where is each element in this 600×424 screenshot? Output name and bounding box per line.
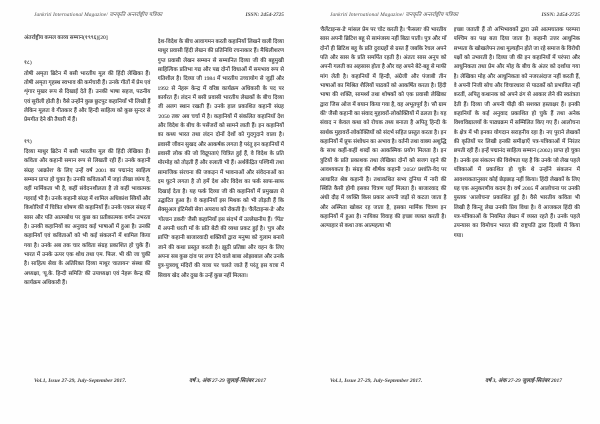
page-right — [316, 0, 582, 424]
body-paragraph: देश-विदेश के बीच आवागमन करती कहानियाँ लिखने वाली दिव्या माथुर प्रवासी हिंदी लेखन की प्रतिनिधि रचनाकार हैं। मैथिलीशरण गुप्त प्रवासी लेखन सम्मान से सम्मानित दिव्या जी की बहुमुखी साहित्यिक प्रतिभा गद्य और पद्य दोनों विधाओं में समभाव रूप से गतिशील है। दिव्या जी 1984 में भारतीय उच्चायोग से जुड़ीं और 1992 से नेहरू केन्द्र में वरिष्ठ कार्यक्रम अधिकारी के पद पर कार्यरत हैं। लंदन में बसी प्रवासी भारतीय लेखकों के बीच दिव्या जी अलग स्थान रखती हैं। उनके हाल प्रकाशित कहानी संग्रह '2050 तक' अब चर्चा में है। कहानियों में संकलित कहानियाँ देश और विदेश के बीच के पसेंजरों को सामने लाती हैं। इन कहानियों का कथ्य भारत तथा लंदन दोनों देशों को गुदगुदाने वाला है। प्रवासी जीवन सुखद और आकर्षक लगता है परंतु इन कहानियों में प्रवासी लोक की जो विद्रूपताएं चित्रित हुई हैं, वे विदेश के प्रति मोरमोह को तोड़ती हैं और रुलाती भी हैं। अर्थकेंद्रित पश्चिमी तथा सामाजिक संरचना की जकड़न में भावनाओं और संवेदनाओं का दम घुटने लगता है तो हमें देश और विदेश का फर्क साफ-साफ दिखाई देता है। यह फर्क दिव्या जी की कहानियों में प्रमुखता से उद्घाटित हुआ है। वे कहानियाँ इस मिथक को भी तोड़ती हैं कि सेक्सुअल इंटिमेसी सेवा अपराध को रोकती है। 'वैलेंटाइन्स-डे' और 'गोल्डन डकरी' जैसी कहानियाँ इस संदर्भ में उल्लेखनीय हैं। 'पिंड' में अपनी धरती माँ के प्रति बेटी की व्यथा प्रकट हुई है। 'पुत्र और प्राप्ति' कहानी बाजारवादी शक्तियों द्वारा मनुष्य को गुलाम बनाये जाने की कथा प्रस्तुत करती है। झूठी प्रतिष्ठा और वहन के लिए अपना सब कुछ दांव पर लगा देने वाले बाबा ओझाबाल और उनके पुत्र-पुत्रवधू मंदिरों की यात्रा पर चलते जाते हैं परंतु इस यात्रा में सिवाय खेद और दुख के उन्हें कुछ नहीं मिलता। — [157, 39, 284, 279]
column-left — [24, 30, 151, 378]
body-paragraph: 'वैलेंटाइन्स-डे' मांसल प्रेम पर चोट करती है। 'फैसला' की भारतीय सास अपनी ब्रिटिश बहू से सामंजस्य नहीं बिठा पाती। पुत्र और माँ दोनों ही ब्रिटिश बहू के प्रति दुराग्रहों से ग्रस्त हैं जबकि रेचल अपने पति और सास के प्रति समर्पित रहती है। अंततः सास अनूप को अपनी गलती का अहसास होता है और वह अपने बेटे-बहू से माफी मांग लेती है। कहानियों में हिन्दी, अंग्रेजी और पंजाबी तीन भाषाओं का मिश्रित शैलियों पाठकों को आकर्षित करता है। हिंदी भाषा की शक्ति, सामर्थ्य तथा शोषकों को एक प्रवासी लेखिका द्वारा जिस ओज में बयान किया गया है, वह अभूतपूर्व है। 'सौ ग्राम की' जैसी कहानी का संवाद मुहावरों-लोकोक्तियों में ढलता है। यह संवाद न केवल कथा को रोचक तथ्य बनाता है अपितु हिन्दी के सार्थक मुहावरों-लोकोक्तियों को संदर्भ सहित प्रस्तुत करता है। इन कहानियों में प्रूफ संशोधन का अभाव है। वर्तनी तथा वाक्य अशुद्धि के साथ कहीं-कहीं शब्दों का आकस्मिक प्रयोग मिलता है। इन त्रुटियों के प्रति प्रकाशक तथा लेखिका दोनों को सजग रहने की आवश्यकता है। संग्रह की शीर्षक कहानी '2050' प्रशांति-वेद पर आधारित श्रेष्ठ कहानी है। तथाकथित सभ्य दुनिया में नारी की स्थिति कैसी होगी इसका चित्रण यहाँ मिलता है। बाजारवाद की अंधी दौड़ में व्यक्ति किस प्रकार अपनी जड़ों से कटता जाता है और अस्मिता खोकर रह जाता है, इसका मार्मिक चित्रण इन कहानियों में हुआ है। नायिका विवाह की इच्छा व्यक्त करती है। अल्पाहार से कथा तक आत्महत्या भी — [320, 27, 447, 230]
footer-volume-en: Vol.1, Issue 27-29, July-September 2017. — [330, 378, 423, 384]
text-columns — [24, 30, 284, 378]
reference-line: अंतर्राष्ट्रीय कमल काव्य सम्मान(१९९६)[20] — [24, 35, 108, 41]
column-right — [454, 24, 581, 378]
page-header — [34, 10, 284, 18]
page-header — [330, 10, 580, 18]
page-footer — [34, 376, 280, 384]
column-left — [320, 24, 447, 378]
issn-label: ISSN: 2454-2725 — [245, 12, 284, 18]
list-item-number: १९) — [24, 138, 32, 145]
footer-volume-hi: वर्ष 3, अंक 27-29 जुलाई-सितंबर 2017 — [485, 378, 562, 384]
page-footer — [330, 376, 576, 384]
journal-title: Jankriti International Magazine/ जनकृति अन्तर्राष्ट्रीय पत्रिका — [34, 12, 163, 18]
footer-volume-en: Vol.1, Issue 27-29, July-September 2017. — [34, 378, 127, 384]
body-paragraph: दिव्या माथुर ब्रिटेन में बसी भारतीय मूल की हिंदी लेखिका हैं। कविता और कहानी समान रूप से लिखती रही हैं। उनके कहानी संग्रह 'आक्रोश' के लिए उन्हें वर्ष 2001 का पद्मानंद साहित्य सम्मान प्राप्त हो चुका है। उनकी कविताओं में जहां तीखा व्यंग्य है, वहीं मार्मिकता भी है, कहीं संवेदनशीलता है तो कहीं भावात्मक गहराई भी है। उनके कहानी संग्रह में शामिल अधिकांश स्त्रियों और किशोरियों में चित्रित शोषण की कहानियाँ हैं। उनके एकल संग्रह में सास और पति आत्मबोध पर कुछ का प्रतीकात्मक वर्णन उभरता है। उनकी कहानियों का अनुवाद कई भाषाओं में हुआ है। उनकी कहानियाँ एवं कविताओं को भी कई संकलनों में शामिल किया गया है। उनके अब तक चार कविता संग्रह प्रकाशित हो चुके हैं। भारत में उनके ऊपर एक शोध तथा एम. फिल. भी की जा चुकी है। साहित्य सेवा के अतिरिक्त दिव्या माथुर 'वातायन' संस्था की अध्यक्षा, 'यू.के. हिन्दी समिति' की उपाध्यक्षा एवं नेहरू केन्द्र की कार्यक्रम अधिकारी हैं। — [24, 149, 151, 286]
body-paragraph: इच्छा जताती हैं तो अभिभावकों द्वारा उसे आत्मघातक परम्परा पश्चिम का पक्ष बता दिया जाता है। कहानी उत्तर आधुनिक सभ्यता के खोखलेपन तथा मूल्यहीन होते जा रहे समाज के विरोधी पक्षों को उभारती है। दिव्या जी की इन कहानियों में परंपरा और आधुनिकता तथा प्रेम और मोह के बीच के अंतर को दर्शाया गया है। लेखिका मोह और आधुनिकता को नजरअंदाज नहीं करती हैं, वे अपनी निजी सोच और विचारधारा से पाठकों को प्रभावित नहीं करतीं, अपितु कथानक को अपने ढंग से आकार लेने की स्वतंत्रता देती हैं। दिव्या जी अपनी पीढ़ी की सशक्त हस्ताक्षर हैं। इनकी कहानियों के कई अनुवाद प्रकाशित हो चुके हैं तथा अनेक विश्वविद्यालयों के पाठ्यक्रम में सम्मिलित किए गए हैं। आलोचना के क्षेत्र में भी इनका योगदान सराहनीय रहा है। नए पुराने लेखकों की कृतियों पर लिखी इनकी समीक्षाएँ पत्र-पत्रिकाओं में निरंतर छपती रही हैं। इन्हें पद्मानंद साहित्य सम्मान (2002) प्राप्त हो चुका है। उनके इस संकलन की विशेषता यह है कि उनके जो लेख पहले पत्रिकाओं में प्रकाशित हो चुके थे उन्होंने संकलन में आवश्यकतानुसार कोई छेड़छाड़ नहीं किया। हिंदी लेखकों के लिए यह एक अनुकरणीय कदम है। वर्ष 2005 में आलोचना पर उनकी पुस्तक 'आलोचना' प्रकाशित हुई है। वैसे भारतीय कविता भी लिखी है किन्तु लेख उनकी प्रिय विधा है। वे आजकल हिंदी की पत्र-पत्रिकाओं के नियमित लेखन में व्यस्त रहते हैं। उनके पहले उपन्यास का विमोचन भारत की राष्ट्रपति द्वारा दिल्ली में किया गया। — [453, 27, 580, 239]
list-item-number: १८) — [24, 60, 32, 67]
column-right — [158, 30, 285, 378]
issn-label: ISSN: 2454-2725 — [541, 12, 580, 18]
page-left — [20, 0, 286, 424]
footer-volume-hi: वर्ष 3, अंक 27-29 जुलाई-सितंबर 2017 — [189, 378, 266, 384]
journal-title: Jankriti International Magazine/ जनकृति अन्तर्राष्ट्रीय पत्रिका — [330, 12, 459, 18]
body-paragraph: तोषी अमृता ब्रिटेन में बसी भारतीय मूल की हिंदी लेखिका हैं। तोषी अमृता गृहस्थ स्वभाव की कर्मचारी हैं। उनके गीतों में प्रेम एवं शृंगार मुखर रूप से दिखाई देते हैं। उनकी भाषा सहज, पठनीय एवं सुरीली होती है। वैसे उन्होंने कुछ छुटपुट कहानियाँ भी लिखी हैं लेकिन मूलतः वे गीतकार हैं और हिन्दी साहित्य को कुछ सुन्दर से प्रेमगीत देने की तैयारी में हैं। — [24, 70, 151, 124]
text-columns — [320, 24, 580, 378]
